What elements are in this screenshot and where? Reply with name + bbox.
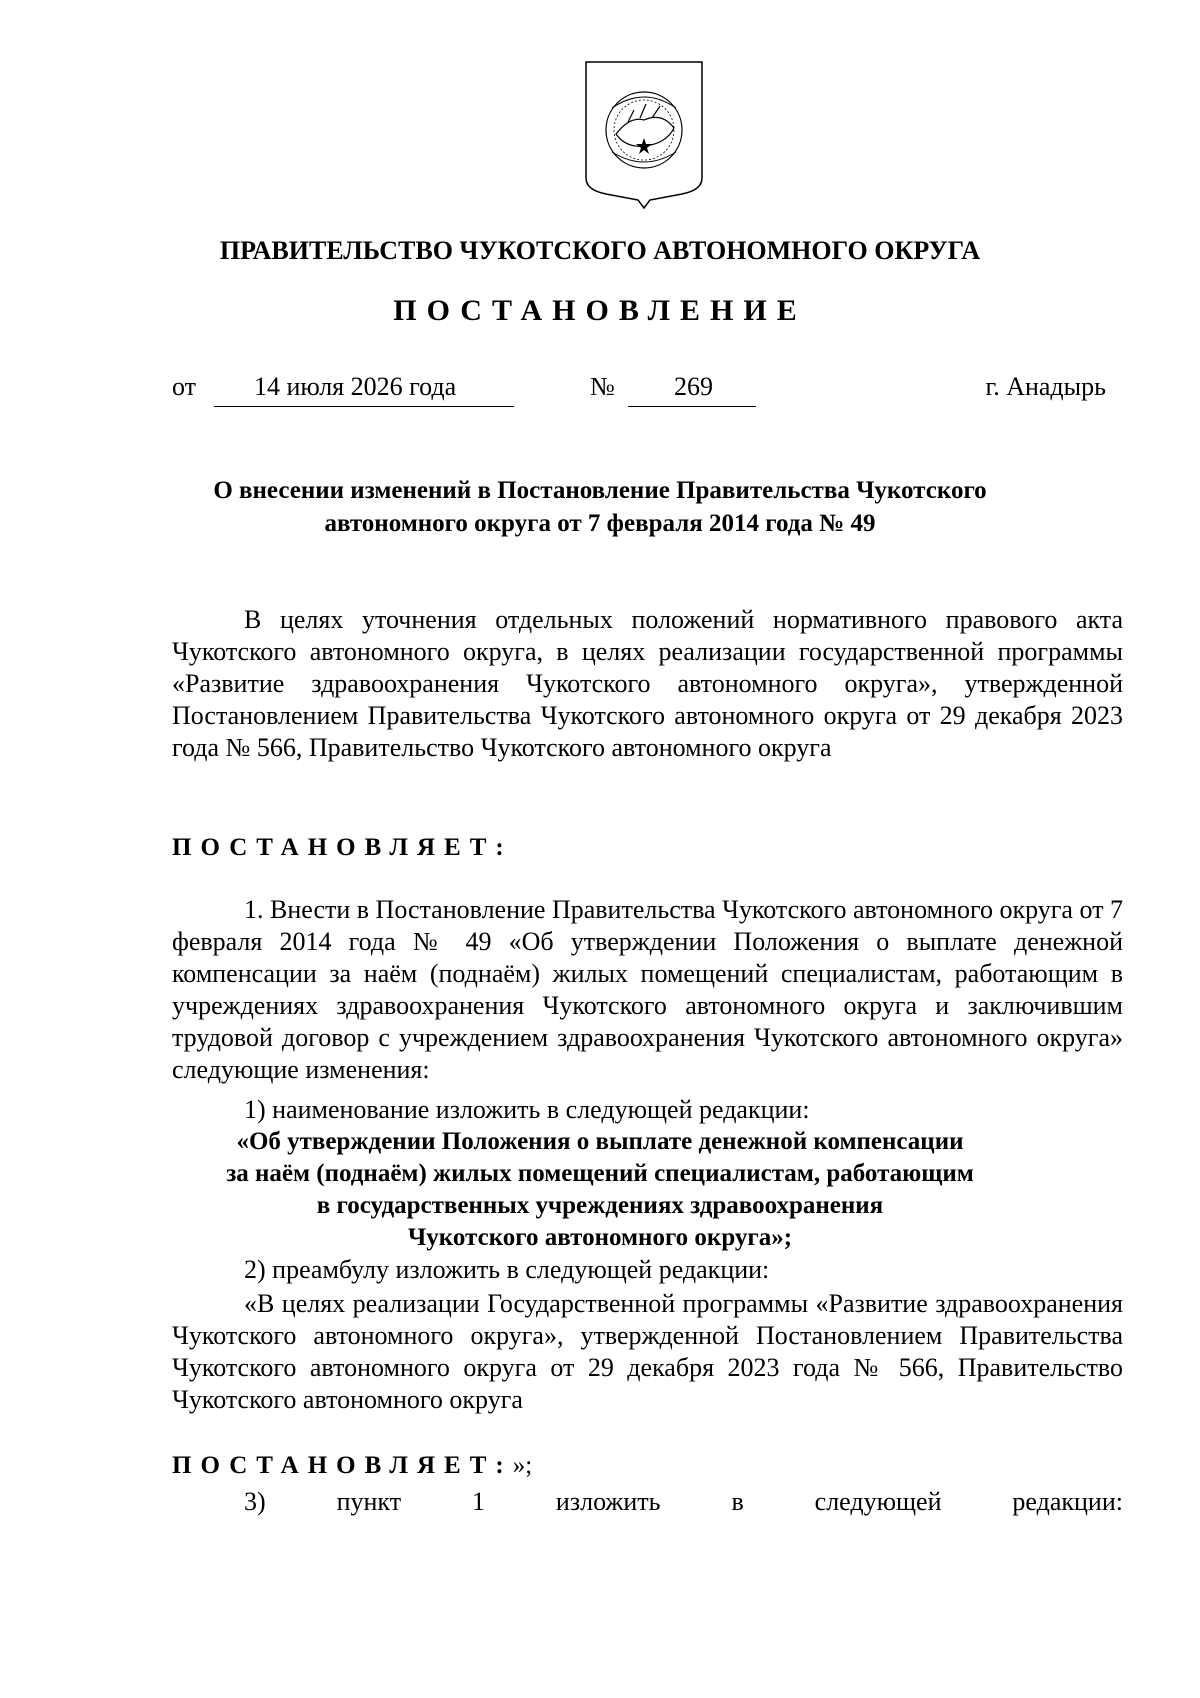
date-prefix: от bbox=[172, 372, 197, 401]
document-type: ПОСТАНОВЛЕНИЕ bbox=[393, 294, 807, 327]
sub-item-2: 2) преамбулу изложить в следующей редакции: bbox=[244, 1255, 770, 1284]
sub-item-3: 3) пункт 1 изложить в следующей редакции: bbox=[244, 1487, 1123, 1516]
document-city: г. Анадырь bbox=[985, 372, 1106, 401]
sub-item-1: 1) наименование изложить в следующей редакции: bbox=[244, 1095, 810, 1124]
new-preamble-paragraph: «В целях реализации Государственной программы «Развитие здравоохранения Чукотского автономного округа», утвержденной Постановлением Правительства Чукотского автономного округа от 29 декабря 2023 года № 566, Правительство Чукотского автономного округа bbox=[172, 1289, 1123, 1414]
date-underline bbox=[214, 406, 514, 407]
number-prefix: № bbox=[590, 372, 615, 401]
resolves-heading-2-text: ПОСТАНОВЛЯЕТ: bbox=[172, 1452, 513, 1479]
new-title-line-4: Чукотского автономного округа»; bbox=[407, 1224, 793, 1251]
item-1-paragraph: 1. Внести в Постановление Правительства Чукотского автономного округа от 7 февраля 2014 года № 49 «Об утверждении Положения о выплате денежной компенсации за наём (поднаём) жилых помещений специалистам, работающим в учреждениях здравоохранения Чукотского автономного округа и заключившим трудовой договор с учреждением здравоохранения Чукотского автономного округа» следующие изменения: bbox=[172, 895, 1123, 1084]
document-subject bbox=[0, 474, 1200, 540]
new-title-line-3: в государственных учреждениях здравоохранения bbox=[316, 1192, 884, 1219]
resolves-heading: ПОСТАНОВЛЯЕТ: bbox=[172, 834, 513, 861]
subject-line-1: О внесении изменений в Постановление Правительства Чукотского bbox=[213, 477, 987, 504]
government-name: ПРАВИТЕЛЬСТВО ЧУКОТСКОГО АВТОНОМНОГО ОКРУГА bbox=[219, 236, 981, 265]
document-number: 269 bbox=[674, 372, 713, 401]
coat-of-arms-icon bbox=[582, 60, 706, 210]
resolves-heading-2-tail: »; bbox=[512, 1452, 533, 1479]
new-title-line-1: «Об утверждении Положения о выплате денежной компенсации bbox=[236, 1128, 964, 1155]
new-title-line-2: за наём (поднаём) жилых помещений специалистам, работающим bbox=[226, 1160, 974, 1187]
subject-line-2: автономного округа от 7 февраля 2014 года № 49 bbox=[324, 510, 876, 537]
preamble-paragraph: В целях уточнения отдельных положений нормативного правового акта Чукотского автономного округа, в целях реализации государственной программы «Развитие здравоохранения Чукотского автономного округа», утвержденной Постановлением Правительства Чукотского автономного округа от 29 декабря 2023 года № 566, Правительство Чукотского автономного округа bbox=[172, 605, 1123, 762]
resolves-heading-2 bbox=[172, 1452, 532, 1480]
number-underline bbox=[628, 406, 756, 407]
document-date: 14 июля 2026 года bbox=[254, 372, 457, 401]
